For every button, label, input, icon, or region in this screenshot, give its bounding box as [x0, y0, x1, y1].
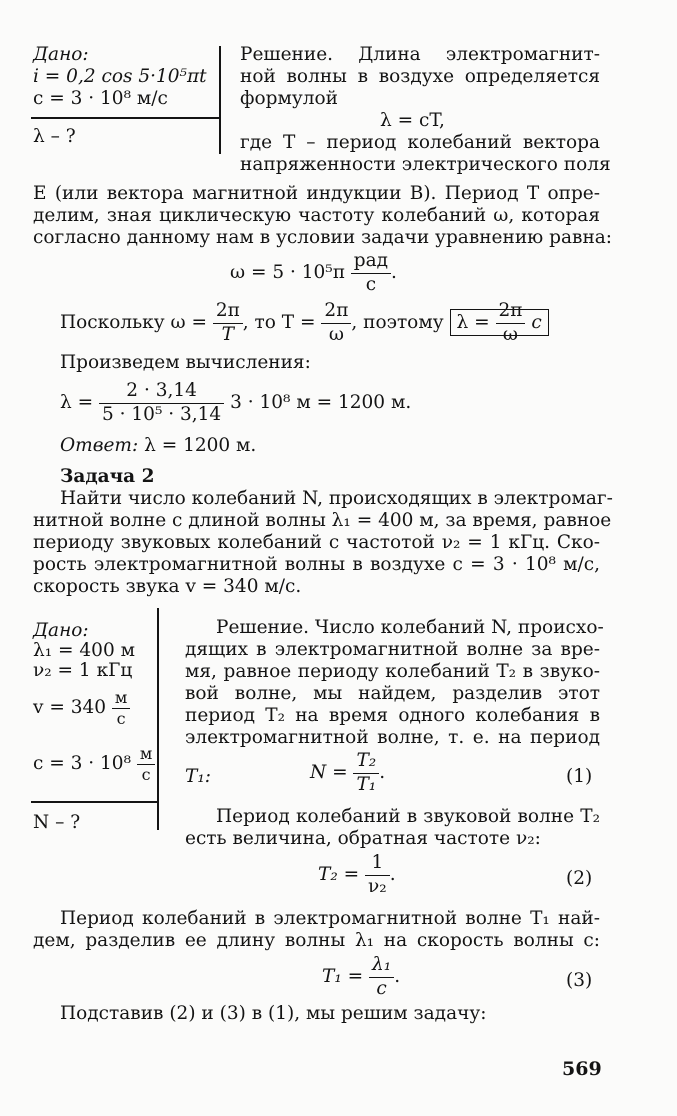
problem2-statement-3: рость электромагнитной волны в воздухе c = 3 · 10⁸ м/с, [33, 554, 600, 575]
since-line [60, 300, 549, 346]
problem2-statement-0: Найти число колебаний N, происходящих в электромаг- [60, 488, 613, 509]
find-lambda: λ – ? [33, 126, 76, 147]
since-den-2: ω [321, 323, 351, 347]
boxed-den: ω [496, 323, 526, 347]
given-current-eq: i = 0,2 cos 5·10⁵πt [33, 66, 207, 87]
given-v-num: м [114, 688, 128, 707]
given-title-1: Дано: [33, 44, 89, 65]
eq1-den: T₁ [353, 773, 379, 797]
given-divider-1 [31, 117, 219, 119]
omega-unit-num: рад [353, 250, 389, 271]
equation-1 [310, 750, 385, 796]
given-c-den: с [137, 764, 155, 785]
calc-equation [60, 380, 411, 426]
solution1-line-5: напряженности электрического поля [240, 154, 611, 175]
since-num-2: 2π [324, 300, 349, 321]
omega-unit-den: с [351, 273, 391, 297]
equation-2 [318, 852, 396, 898]
solution2-line-5: электромагнитной волне, т. е. на период [185, 727, 600, 748]
given-light-speed-2 [33, 744, 155, 784]
calc-right: 3 · 10⁸ м = 1200 м. [230, 392, 412, 414]
problem2-statement-2: периоду звуковых колебаний с частотой ν₂ = 1 кГц. Ско- [33, 532, 600, 553]
given-sound-speed [33, 688, 130, 728]
boxed-fraction [496, 300, 526, 346]
omega-eq-end: . [391, 262, 397, 284]
compute-label: Произведем вычисления: [60, 352, 311, 373]
calc-fraction [99, 380, 224, 426]
answer-value: λ = 1200 м. [144, 435, 257, 456]
para-t2-line-1: есть величина, обратная частоте ν₂: [185, 828, 541, 849]
page-number: 569 [562, 1058, 602, 1080]
given-vertical-rule-1 [219, 46, 221, 154]
given-v-unit [112, 688, 130, 728]
given-wavelength: λ₁ = 400 м [33, 640, 135, 661]
para-t1-line-1: дем, разделив ее длину волны λ₁ на скорость волны c: [33, 930, 600, 951]
answer-label: Ответ: [60, 435, 139, 456]
eq2-left: T₂ = [318, 864, 360, 886]
find-N: N – ? [33, 812, 81, 833]
para-t2-line-0: Период колебаний в звуковой волне T₂ [216, 806, 600, 827]
solution2-line-3: вой волне, мы найдем, разделив этот [185, 683, 600, 704]
problem2-statement-1: нитной волне с длиной волны λ₁ = 400 м, за время, равное [33, 510, 612, 531]
final-line: Подставив (2) и (3) в (1), мы решим задачу: [60, 1003, 487, 1024]
since-num-1: 2π [215, 300, 240, 321]
solution2-line-4: период T₂ на время одного колебания в [185, 705, 600, 726]
given-frequency: ν₂ = 1 кГц [33, 660, 133, 681]
solution2-line-1: дящих в электромагнитной волне за вре- [185, 639, 600, 660]
given-light-speed: c = 3 · 10⁸ м/с [33, 88, 168, 109]
solution2-line-2: мя, равное периоду колебаний T₂ в звуко- [185, 661, 600, 682]
eq2-end: . [389, 864, 396, 886]
calc-left: λ = [60, 392, 94, 414]
given-v-den: с [112, 708, 130, 729]
eq1-left: N = [310, 762, 348, 784]
since-to: , то T = [242, 312, 316, 334]
solution1-line-0: Решение. Длина электромагнит- [240, 44, 600, 65]
eq1-lead: T₁: [185, 766, 211, 787]
omega-eq-left: ω = 5 · 10⁵π [230, 262, 345, 284]
eq3-left: T₁ = [322, 966, 364, 988]
omega-unit-fraction [351, 250, 391, 296]
eq3-fraction [369, 954, 394, 1000]
eq2-den: ν₂ [365, 875, 390, 899]
eq1-fraction [353, 750, 379, 796]
omega-equation [230, 250, 397, 296]
eq1-num: T₂ [356, 750, 377, 771]
cont-line-2: согласно данному нам в условии задачи уравнению равна: [33, 227, 613, 248]
since-fraction-2 [321, 300, 351, 346]
solution1-line-1: ной волны в воздухе определяется [240, 66, 600, 87]
given-c-num: м [139, 744, 153, 763]
cont-line-1: делим, зная циклическую частоту колебаний ω, которая [33, 205, 600, 226]
since-fraction-1 [213, 300, 243, 346]
cont-line-0: E (или вектора магнитной индукции B). Период T опре- [33, 183, 600, 204]
boxed-left: λ = [456, 312, 490, 334]
since-therefore: , поэтому [351, 312, 444, 334]
eq2-fraction [365, 852, 390, 898]
problem2-heading: Задача 2 [60, 466, 155, 487]
eq3-num: λ₁ [372, 954, 392, 975]
eq3-tag: (3) [566, 970, 593, 991]
formula-lambda-cT: λ = cT, [380, 110, 445, 131]
given-v-left: v = 340 [33, 697, 107, 719]
eq1-tag: (1) [566, 766, 593, 787]
eq1-end: . [379, 762, 386, 784]
eq2-tag: (2) [566, 868, 593, 889]
given-vertical-rule-2 [157, 608, 159, 830]
problem2-statement-4: скорость звука v = 340 м/с. [33, 576, 302, 597]
since-den-1: T [213, 323, 243, 347]
eq3-end: . [394, 966, 401, 988]
boxed-right: c [531, 312, 542, 334]
equation-3 [322, 954, 400, 1000]
given-divider-2 [31, 801, 157, 803]
answer-line [60, 435, 256, 458]
since-word: Поскольку ω = [60, 312, 207, 334]
boxed-num: 2π [498, 300, 523, 321]
calc-num: 2 · 3,14 [126, 380, 197, 401]
given-c-left: c = 3 · 10⁸ [33, 753, 131, 775]
eq2-num: 1 [371, 852, 384, 873]
eq3-den: c [369, 977, 394, 1001]
para-t1-line-0: Период колебаний в электромагнитной волне T₁ най- [60, 908, 600, 929]
given-c-unit [137, 744, 155, 784]
solution2-line-0: Решение. Число колебаний N, происхо- [216, 617, 604, 638]
boxed-formula [450, 300, 549, 345]
calc-den: 5 · 10⁵ · 3,14 [99, 403, 224, 427]
given-title-2: Дано: [33, 620, 89, 641]
solution1-line-4: где T – период колебаний вектора [240, 132, 600, 153]
solution1-line-2: формулой [240, 88, 338, 109]
